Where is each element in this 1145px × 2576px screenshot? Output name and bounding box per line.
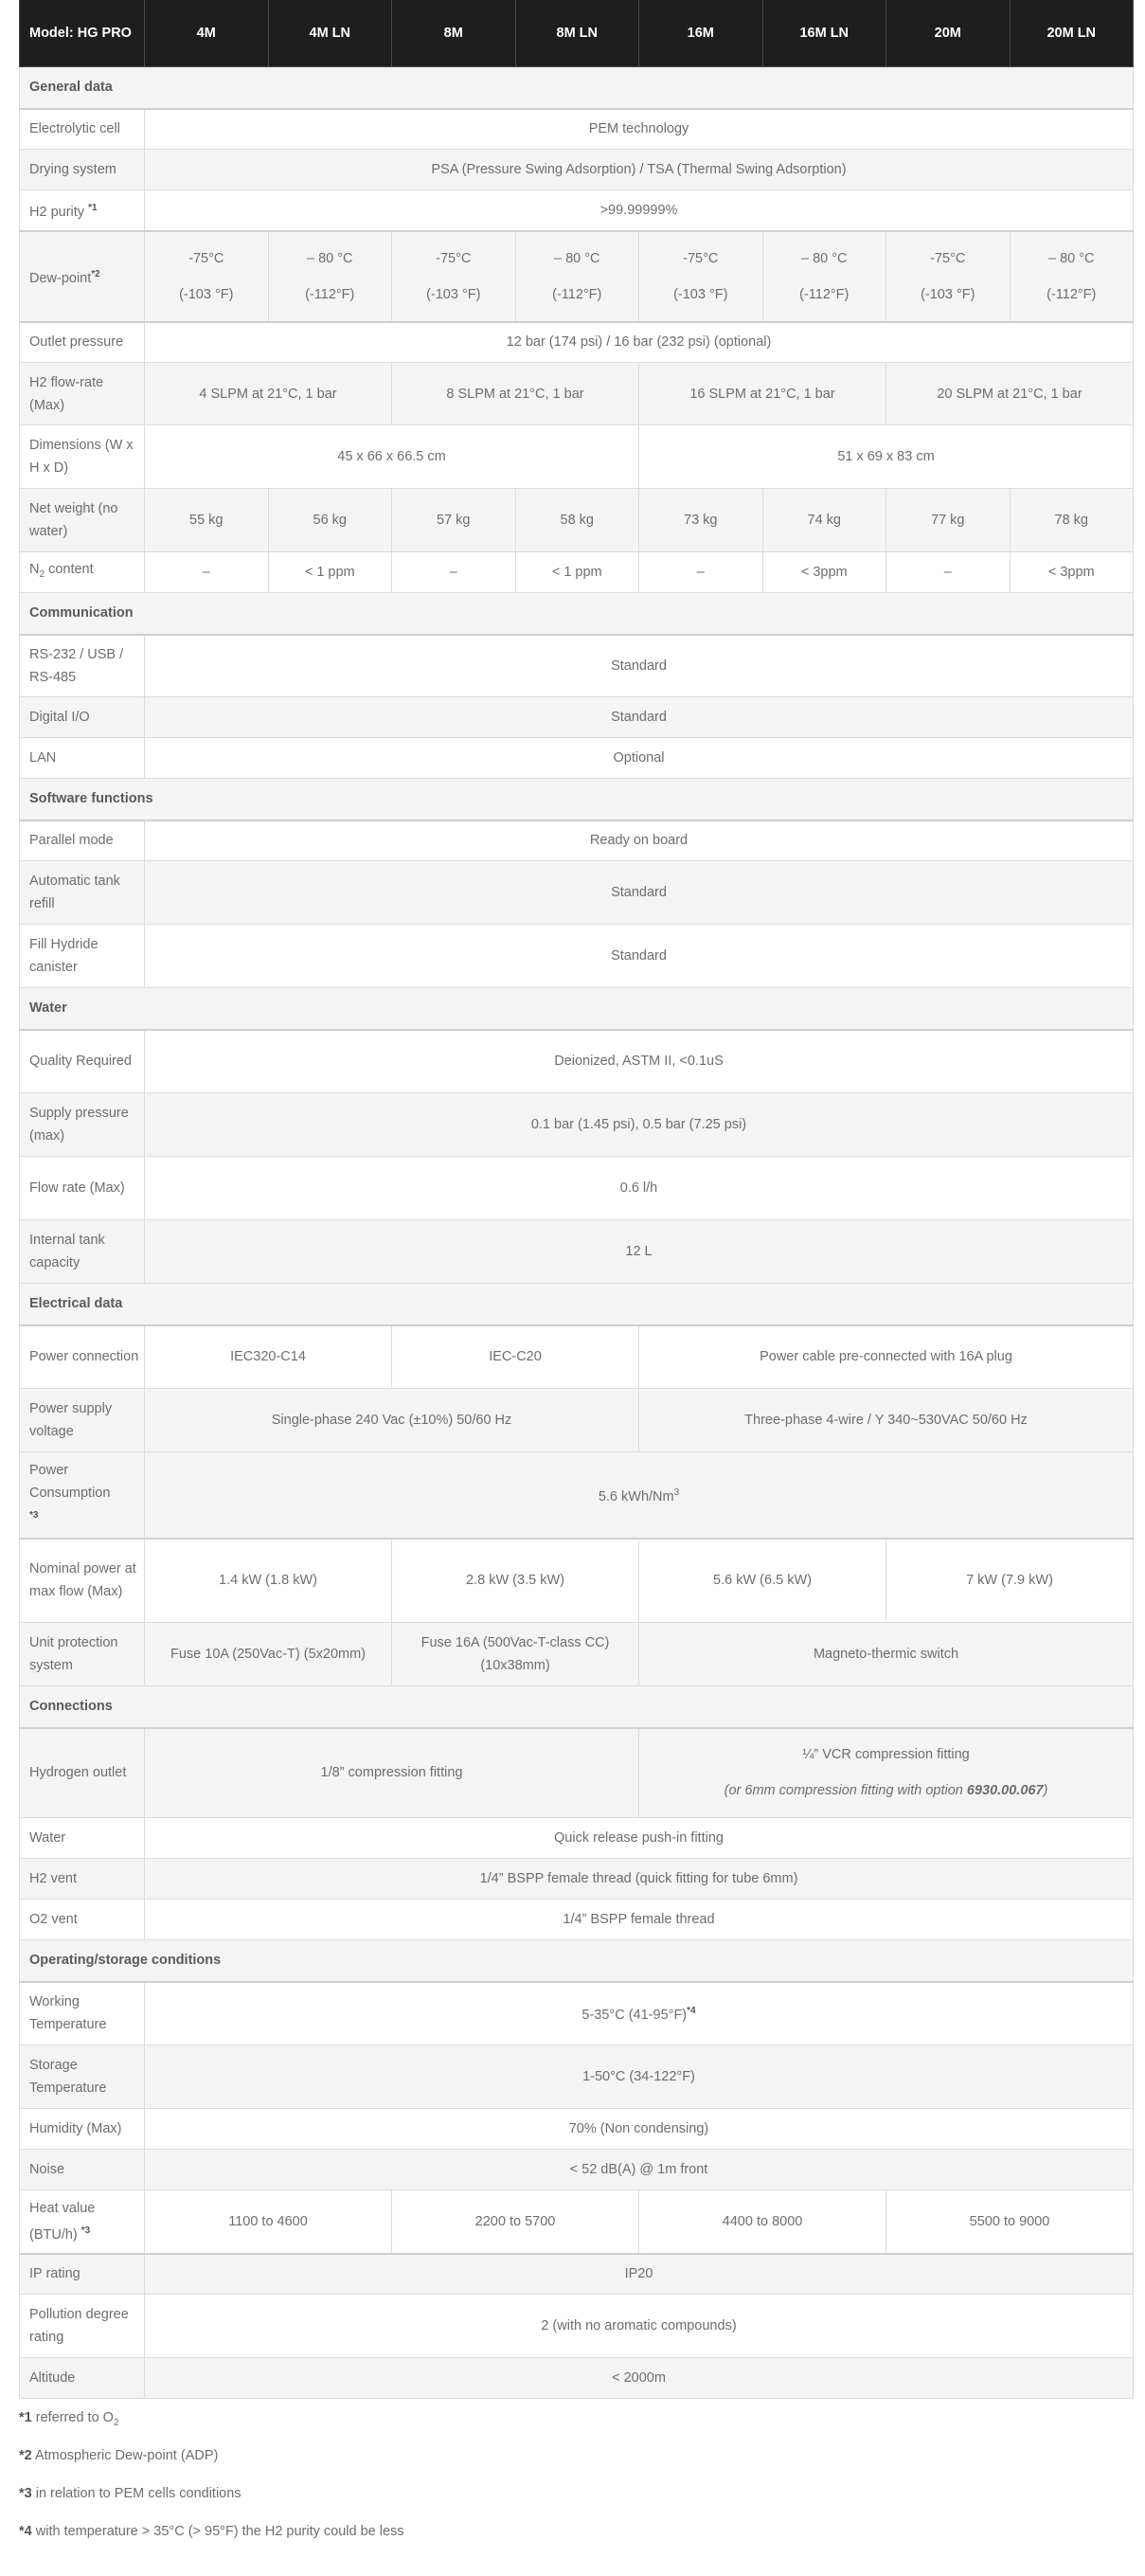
row-label: Digital I/O <box>20 697 145 738</box>
footnote-marker: *3 <box>81 2225 91 2236</box>
row-unit-protection <box>20 1623 1134 1686</box>
row-label: H2 vent <box>20 1859 145 1900</box>
row-value: 2 (with no aromatic compounds) <box>145 2295 1134 2358</box>
row-value: IP20 <box>145 2254 1134 2295</box>
row-value: 7 kW (7.9 kW) <box>886 1539 1134 1623</box>
row-hydrogen-outlet <box>20 1728 1134 1818</box>
dew-c: – 80 °C <box>800 250 848 266</box>
section-operating <box>20 1940 1134 1982</box>
dew-f: (-103 °F) <box>179 286 234 302</box>
row-value <box>145 1452 1134 1539</box>
row-label <box>20 2190 145 2254</box>
row-label: Nominal power at max flow (Max) <box>20 1539 145 1623</box>
dew-point-cell <box>762 231 886 322</box>
dew-point-cell <box>515 231 639 322</box>
row-label: Unit protection system <box>20 1623 145 1686</box>
row-value: 74 kg <box>762 489 886 552</box>
footnote-3 <box>19 2482 1061 2520</box>
row-label: Power supply voltage <box>20 1389 145 1452</box>
row-value: 57 kg <box>392 489 516 552</box>
value-line: ¼” VCR compression fitting <box>802 1747 970 1763</box>
row-label: Drying system <box>20 150 145 190</box>
row-label: Hydrogen outlet <box>20 1728 145 1818</box>
section-electrical <box>20 1284 1134 1325</box>
row-dimensions <box>20 425 1134 489</box>
row-noise <box>20 2150 1134 2190</box>
row-digital-io <box>20 697 1134 738</box>
row-value: 5.6 kW (6.5 kW) <box>639 1539 886 1623</box>
dew-f: (-103 °F) <box>673 286 728 302</box>
row-value: Quick release push-in fitting <box>145 1818 1134 1859</box>
section-connections <box>20 1686 1134 1728</box>
row-lan <box>20 738 1134 779</box>
row-label: Humidity (Max) <box>20 2109 145 2150</box>
row-value: < 3ppm <box>1010 552 1134 593</box>
row-drying-system <box>20 150 1134 190</box>
row-value: 16 SLPM at 21°C, 1 bar <box>639 363 886 425</box>
row-value: 2.8 kW (3.5 kW) <box>392 1539 639 1623</box>
row-label: Water <box>20 1818 145 1859</box>
value-text: ) <box>1043 1783 1048 1799</box>
row-value: Power cable pre-connected with 16A plug <box>639 1325 1134 1389</box>
row-h2-vent <box>20 1859 1134 1900</box>
section-title: Electrical data <box>20 1284 1134 1325</box>
row-label: Fill Hydride canister <box>20 925 145 988</box>
row-value: 1/8” compression fitting <box>145 1728 639 1818</box>
row-value: 1/4” BSPP female thread (quick fitting for tube 6mm) <box>145 1859 1134 1900</box>
row-value: 56 kg <box>268 489 392 552</box>
row-storage-temp <box>20 2045 1134 2109</box>
spec-table-container <box>19 0 1134 2399</box>
footnote-text: with temperature > 35°C (> 95°F) the H2 purity could be less <box>31 2524 404 2539</box>
row-pollution <box>20 2295 1134 2358</box>
row-rs232 <box>20 635 1134 697</box>
row-value: Fuse 10A (250Vac-T) (5x20mm) <box>145 1623 392 1686</box>
row-label: Net weight (no water) <box>20 489 145 552</box>
value-text: 5-35°C (41-95°F) <box>581 2008 688 2024</box>
label-text: H2 purity <box>29 204 85 220</box>
dew-f: (-112°F) <box>799 286 850 302</box>
row-value: < 1 ppm <box>515 552 639 593</box>
row-value: 1100 to 4600 <box>145 2190 392 2254</box>
row-value: 70% (Non condensing) <box>145 2109 1134 2150</box>
model-col-8m-ln: 8M LN <box>515 0 639 67</box>
row-label: Parallel mode <box>20 820 145 861</box>
row-label: Dimensions (W x H x D) <box>20 425 145 489</box>
footnote-mark: *4 <box>19 2524 32 2539</box>
footnote-text: referred to O <box>31 2410 114 2425</box>
footnote-marker: *2 <box>91 268 100 279</box>
section-title: General data <box>20 67 1134 109</box>
row-value: PSA (Pressure Swing Adsorption) / TSA (Thermal Swing Adsorption) <box>145 150 1134 190</box>
row-quality <box>20 1030 1134 1093</box>
footnote-text: in relation to PEM cells conditions <box>31 2486 242 2501</box>
row-value: Standard <box>145 925 1134 988</box>
footnote-4 <box>19 2520 1061 2558</box>
row-label: Altitude <box>20 2358 145 2399</box>
row-value: 12 L <box>145 1220 1134 1284</box>
model-header: Model: HG PRO <box>20 0 145 67</box>
value-superscript: 3 <box>673 1486 680 1498</box>
section-title: Software functions <box>20 779 1134 820</box>
row-heat-value <box>20 2190 1134 2254</box>
label-text: Dew-point <box>29 270 92 286</box>
footnote-marker: *3 <box>29 1509 39 1521</box>
section-title: Water <box>20 988 1134 1030</box>
dew-c: -75°C <box>930 250 966 266</box>
row-o2-vent <box>20 1900 1134 1940</box>
row-label: Supply pressure (max) <box>20 1093 145 1157</box>
label-subscript: 2 <box>39 568 45 580</box>
row-label: Flow rate (Max) <box>20 1157 145 1220</box>
spec-table <box>19 0 1134 2399</box>
row-value: 55 kg <box>145 489 269 552</box>
row-fill-hydride <box>20 925 1134 988</box>
row-value: 45 x 66 x 66.5 cm <box>145 425 639 489</box>
row-label: IP rating <box>20 2254 145 2295</box>
row-value: – <box>886 552 1011 593</box>
row-value: Standard <box>145 861 1134 925</box>
footnote-mark: *3 <box>19 2486 32 2501</box>
row-label: Pollution degree rating <box>20 2295 145 2358</box>
dew-point-cell <box>1010 231 1134 322</box>
row-label: RS-232 / USB / RS-485 <box>20 635 145 697</box>
label-text: content <box>45 562 94 578</box>
row-value: Magneto-thermic switch <box>639 1623 1134 1686</box>
row-value: 5500 to 9000 <box>886 2190 1134 2254</box>
row-tank-capacity <box>20 1220 1134 1284</box>
row-value: 8 SLPM at 21°C, 1 bar <box>392 363 639 425</box>
row-label: Working Temperature <box>20 1982 145 2045</box>
row-value: 4 SLPM at 21°C, 1 bar <box>145 363 392 425</box>
section-general <box>20 67 1134 109</box>
dew-f: (-112°F) <box>1047 286 1097 302</box>
row-value: 1/4” BSPP female thread <box>145 1900 1134 1940</box>
row-value: 2200 to 5700 <box>392 2190 639 2254</box>
row-value: < 52 dB(A) @ 1m front <box>145 2150 1134 2190</box>
section-communication <box>20 593 1134 635</box>
row-value: 51 x 69 x 83 cm <box>639 425 1134 489</box>
section-title: Operating/storage conditions <box>20 1940 1134 1982</box>
row-label: Quality Required <box>20 1030 145 1093</box>
row-value: Ready on board <box>145 820 1134 861</box>
row-value: Standard <box>145 697 1134 738</box>
row-ip-rating <box>20 2254 1134 2295</box>
label-text: Power Consumption <box>29 1462 111 1501</box>
model-col-4m: 4M <box>145 0 269 67</box>
row-label: Electrolytic cell <box>20 109 145 150</box>
row-value: 4400 to 8000 <box>639 2190 886 2254</box>
row-value: IEC320-C14 <box>145 1325 392 1389</box>
row-power-connection <box>20 1325 1134 1389</box>
row-power-supply <box>20 1389 1134 1452</box>
row-flow-rate <box>20 363 1134 425</box>
row-label <box>20 231 145 322</box>
dew-c: – 80 °C <box>1047 250 1095 266</box>
row-label: Outlet pressure <box>20 322 145 363</box>
row-value: 1-50°C (34-122°F) <box>145 2045 1134 2109</box>
row-outlet-pressure <box>20 322 1134 363</box>
footnote-text: Atmospheric Dew-point (ADP) <box>31 2448 219 2463</box>
row-value: 20 SLPM at 21°C, 1 bar <box>886 363 1134 425</box>
dew-c: – 80 °C <box>306 250 353 266</box>
row-value: 77 kg <box>886 489 1011 552</box>
footnote-marker: *1 <box>88 202 98 213</box>
row-label: O2 vent <box>20 1900 145 1940</box>
row-value <box>145 1982 1134 2045</box>
label-text: N <box>29 562 40 578</box>
dew-point-cell <box>145 231 269 322</box>
dew-point-cell <box>268 231 392 322</box>
row-value: 1.4 kW (1.8 kW) <box>145 1539 392 1623</box>
row-value: Standard <box>145 635 1134 697</box>
row-water-flow <box>20 1157 1134 1220</box>
option-code: 6930.00.067 <box>966 1783 1044 1799</box>
row-auto-refill <box>20 861 1134 925</box>
row-value: – <box>145 552 269 593</box>
row-humidity <box>20 2109 1134 2150</box>
row-value: Optional <box>145 738 1134 779</box>
dew-point-cell <box>886 231 1011 322</box>
row-label: Automatic tank refill <box>20 861 145 925</box>
row-value: < 3ppm <box>762 552 886 593</box>
row-value <box>639 1728 1134 1818</box>
section-title: Communication <box>20 593 1134 635</box>
row-nominal-power <box>20 1539 1134 1623</box>
footnote-marker: *4 <box>687 2006 696 2017</box>
row-electrolytic-cell <box>20 109 1134 150</box>
dew-f: (-103 °F) <box>921 286 975 302</box>
footnote-mark: *1 <box>19 2410 32 2425</box>
row-label: H2 flow-rate (Max) <box>20 363 145 425</box>
row-altitude <box>20 2358 1134 2399</box>
row-net-weight <box>20 489 1134 552</box>
row-value: Single-phase 240 Vac (±10%) 50/60 Hz <box>145 1389 639 1452</box>
row-label <box>20 190 145 231</box>
row-label: LAN <box>20 738 145 779</box>
section-software <box>20 779 1134 820</box>
value-text: 5.6 kWh/Nm <box>598 1488 674 1504</box>
dew-c: -75°C <box>683 250 719 266</box>
row-label: Storage Temperature <box>20 2045 145 2109</box>
model-col-16m-ln: 16M LN <box>762 0 886 67</box>
value-text: (or 6mm compression fitting with option <box>724 1783 967 1799</box>
footnote-2 <box>19 2444 1061 2482</box>
row-label: Noise <box>20 2150 145 2190</box>
row-value: 58 kg <box>515 489 639 552</box>
dew-f: (-112°F) <box>305 286 355 302</box>
label-text: Heat value (BTU/h) <box>29 2200 96 2243</box>
model-col-20m-ln: 20M LN <box>1010 0 1134 67</box>
footnote-mark: *2 <box>19 2448 32 2463</box>
row-label <box>20 552 145 593</box>
row-supply-pressure <box>20 1093 1134 1157</box>
row-parallel-mode <box>20 820 1134 861</box>
row-value: – <box>392 552 516 593</box>
row-dew-point <box>20 231 1134 322</box>
row-value: Three-phase 4-wire / Y 340~530VAC 50/60 Hz <box>639 1389 1134 1452</box>
dew-c: -75°C <box>188 250 224 266</box>
model-col-16m: 16M <box>639 0 763 67</box>
dew-c: – 80 °C <box>553 250 600 266</box>
row-value: Deionized, ASTM II, <0.1uS <box>145 1030 1134 1093</box>
row-label <box>20 1452 145 1539</box>
dew-point-cell <box>392 231 516 322</box>
row-value: 12 bar (174 psi) / 16 bar (232 psi) (optional) <box>145 322 1134 363</box>
row-value: – <box>639 552 763 593</box>
section-title: Connections <box>20 1686 1134 1728</box>
footnote-1 <box>19 2406 1061 2444</box>
row-label: Internal tank capacity <box>20 1220 145 1284</box>
row-value: < 2000m <box>145 2358 1134 2399</box>
model-col-4m-ln: 4M LN <box>268 0 392 67</box>
footnotes <box>19 2406 1061 2558</box>
header-row <box>20 0 1134 67</box>
row-value: < 1 ppm <box>268 552 392 593</box>
model-col-20m: 20M <box>886 0 1011 67</box>
section-water <box>20 988 1134 1030</box>
row-power-consumption <box>20 1452 1134 1539</box>
row-water-connection <box>20 1818 1134 1859</box>
dew-c: -75°C <box>436 250 472 266</box>
model-col-8m: 8M <box>392 0 516 67</box>
row-value: PEM technology <box>145 109 1134 150</box>
row-working-temp <box>20 1982 1134 2045</box>
dew-point-cell <box>639 231 763 322</box>
row-h2-purity <box>20 190 1134 231</box>
footnote-subscript: 2 <box>113 2417 119 2428</box>
row-value: >99.99999% <box>145 190 1134 231</box>
row-value: 0.6 l/h <box>145 1157 1134 1220</box>
value-line-italic <box>647 1779 1125 1802</box>
dew-f: (-103 °F) <box>426 286 481 302</box>
row-value: 78 kg <box>1010 489 1134 552</box>
row-label: Power connection <box>20 1325 145 1389</box>
row-n2-content <box>20 552 1134 593</box>
row-value: 0.1 bar (1.45 psi), 0.5 bar (7.25 psi) <box>145 1093 1134 1157</box>
row-value: IEC-C20 <box>392 1325 639 1389</box>
row-value: 73 kg <box>639 489 763 552</box>
dew-f: (-112°F) <box>552 286 602 302</box>
row-value: Fuse 16A (500Vac-T-class CC) (10x38mm) <box>392 1623 639 1686</box>
